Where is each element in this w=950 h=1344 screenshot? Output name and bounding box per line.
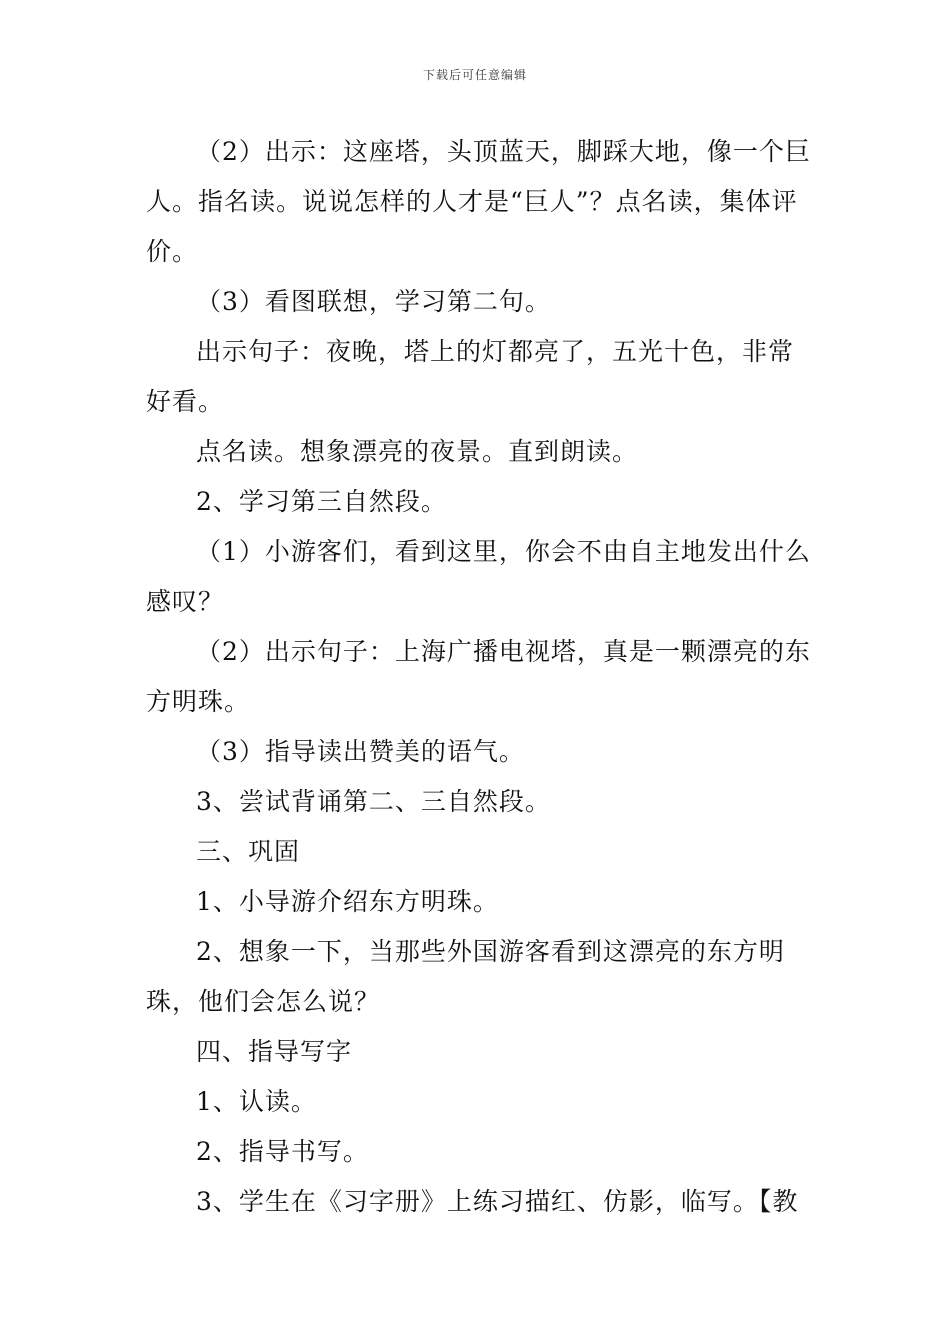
paragraph: 出示句子：夜晚，塔上的灯都亮了，五光十色，非常好看。 — [146, 337, 795, 416]
section-heading: 2、学习第三自然段。 — [196, 487, 447, 516]
paragraph: （1）小游客们，看到这里，你会不由自主地发出什么感叹？ — [146, 537, 811, 616]
paragraph: 2、指导书写。 — [196, 1137, 369, 1166]
paragraph: （3）指导读出赞美的语气。 — [196, 737, 525, 766]
paragraph: 2、想象一下，当那些外国游客看到这漂亮的东方明珠，他们会怎么说？ — [146, 937, 785, 1016]
paragraph: 3、尝试背诵第二、三自然段。 — [196, 787, 551, 816]
paragraph: 1、小导游介绍东方明珠。 — [196, 887, 499, 916]
paragraph: （2）出示：这座塔，头顶蓝天，脚踩大地，像一个巨人。指名读。说说怎样的人才是“巨人”？点名读，集体评价。 — [146, 137, 811, 266]
paragraph: 1、认读。 — [196, 1087, 317, 1116]
paragraph: 3、学生在《习字册》上练习描红、仿影，临写。【教 — [196, 1187, 799, 1216]
paragraph: （2）出示句子：上海广播电视塔，真是一颗漂亮的东方明珠。 — [146, 637, 811, 716]
page-header-note: 下载后可任意编辑 — [422, 68, 527, 82]
paragraph: 点名读。想象漂亮的夜景。直到朗读。 — [196, 437, 639, 466]
section-heading: 三、巩固 — [196, 837, 301, 866]
paragraph: （3）看图联想，学习第二句。 — [196, 287, 551, 316]
document-body — [146, 127, 811, 1227]
section-heading: 四、指导写字 — [196, 1037, 353, 1066]
